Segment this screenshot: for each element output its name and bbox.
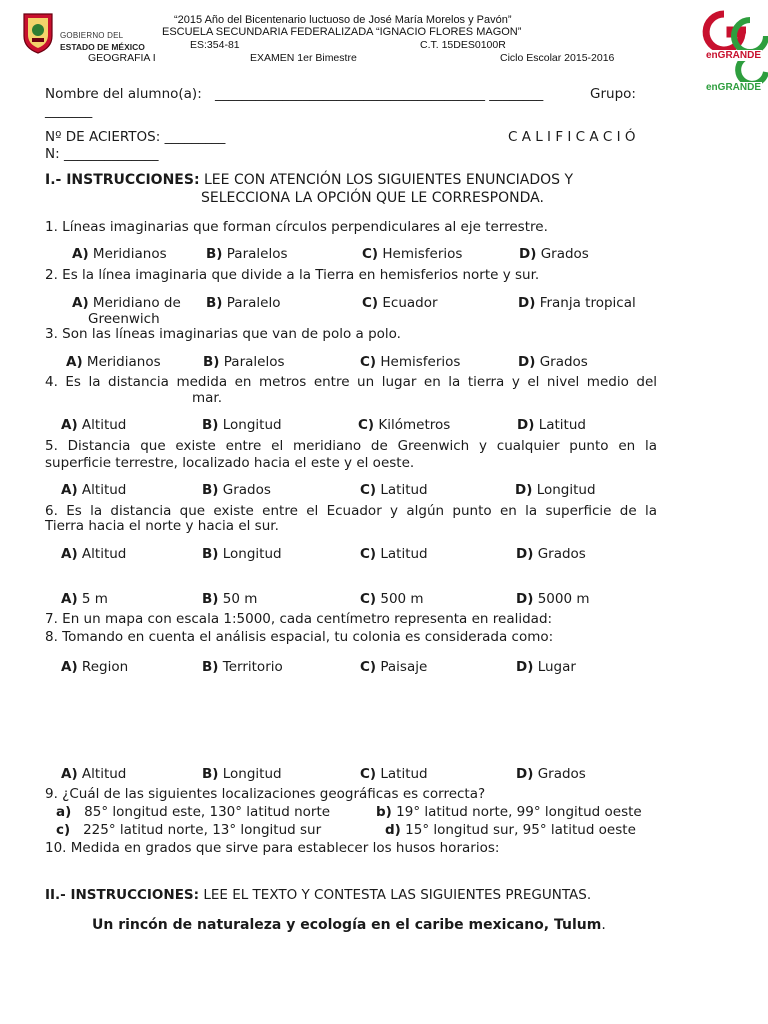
q5-option-d[interactable]: [515, 482, 596, 498]
q9-option-d-letter: d): [385, 822, 401, 838]
coat-of-arms-icon: [20, 10, 56, 54]
grade-field[interactable]: N: ______________: [45, 146, 159, 162]
q5-option-d-text: Longitud: [536, 482, 596, 498]
q6-option-b[interactable]: [202, 546, 282, 562]
header-subject: GEOGRAFIA I: [88, 52, 156, 64]
q2-option-c[interactable]: [362, 295, 438, 311]
q7-option-c-text: 500 m: [380, 591, 424, 607]
q6-option-d[interactable]: [516, 546, 586, 562]
q7-option-b[interactable]: [202, 591, 257, 607]
question-4: 4. Es la distancia medida en metros entre un lugar en la tierra y el nivel medio del: [45, 374, 657, 390]
question-6: 6. Es la distancia que existe entre el Ecuador y algún punto en la superficie de la: [45, 503, 657, 519]
q10-option-d-text: Grados: [537, 766, 586, 782]
gobierno-logo-line1: GOBIERNO DEL: [60, 31, 124, 40]
q2-option-a-cont: Greenwich: [88, 311, 160, 327]
q4-option-d-text: Latitud: [538, 417, 586, 433]
q8-option-d-text: Lugar: [537, 659, 576, 675]
q5-option-c[interactable]: [360, 482, 428, 498]
group-label: Grupo:: [590, 86, 636, 102]
q10-option-c[interactable]: [360, 766, 428, 782]
header-exam: EXAMEN 1er Bimestre: [250, 52, 357, 64]
q1-option-c-letter: C): [362, 246, 379, 262]
q1-option-b[interactable]: [206, 246, 288, 262]
question-1: 1. Líneas imaginarias que forman círculos perpendiculares al eje terrestre.: [45, 219, 548, 235]
q8-option-c-letter: C): [360, 659, 377, 675]
gobierno-logo-line2: ESTADO DE MÉXICO: [60, 42, 145, 52]
q10-option-d-letter: D): [516, 766, 534, 782]
section1-text1: LEE CON ATENCIÓN LOS SIGUIENTES ENUNCIADOS Y: [204, 172, 574, 188]
q4-option-a[interactable]: [61, 417, 126, 433]
q10-option-b[interactable]: [202, 766, 282, 782]
q2-option-a-letter: A): [72, 295, 89, 311]
q7-option-c[interactable]: [360, 591, 424, 607]
reading-title-text: Un rincón de naturaleza y ecología en el caribe mexicano, Tulum: [92, 917, 602, 933]
q8-option-d[interactable]: [516, 659, 576, 675]
q4-option-c-text: Kilómetros: [378, 417, 451, 433]
q3-option-a-letter: A): [66, 354, 83, 370]
engrande-text-1: enGRANDE: [706, 50, 762, 61]
q2-option-a-text: Meridiano de: [92, 295, 181, 311]
q9-option-d[interactable]: [385, 822, 636, 838]
student-name-label: Nombre del alumno(a):: [45, 86, 202, 102]
q1-option-d-text: Grados: [540, 246, 589, 262]
q4-option-d[interactable]: [517, 417, 586, 433]
q7-option-d[interactable]: [516, 591, 590, 607]
grade-label: C A L I F I C A C I Ó: [508, 129, 636, 145]
student-name-field[interactable]: ________________________________________ ________: [215, 86, 544, 102]
q6-option-a-letter: A): [61, 546, 78, 562]
q9-option-c-text: 225° latitud norte, 13° longitud sur: [83, 822, 322, 838]
q9-option-c[interactable]: [56, 822, 321, 838]
question-3: 3. Son las líneas imaginarias que van de polo a polo.: [45, 326, 401, 342]
q5-option-b-text: Grados: [222, 482, 271, 498]
q8-option-c[interactable]: [360, 659, 427, 675]
header-motto: “2015 Año del Bicentenario luctuoso de José María Morelos y Pavón”: [174, 14, 512, 26]
q5-option-c-text: Latitud: [380, 482, 428, 498]
q10-option-b-letter: B): [202, 766, 219, 782]
q3-option-b[interactable]: [203, 354, 285, 370]
q1-option-b-letter: B): [206, 246, 223, 262]
reading-title-dot: .: [601, 917, 606, 933]
q9-option-d-text: 15° longitud sur, 95° latitud oeste: [405, 822, 636, 838]
question-2: 2. Es la línea imaginaria que divide a la Tierra en hemisferios norte y sur.: [45, 267, 540, 283]
q2-option-b-letter: B): [206, 295, 223, 311]
q6-option-c-text: Latitud: [380, 546, 428, 562]
q1-option-a-text: Meridianos: [92, 246, 167, 262]
question-4-cont: mar.: [192, 390, 223, 406]
q5-option-c-letter: C): [360, 482, 377, 498]
question-7: 7. En un mapa con escala 1:5000, cada centímetro representa en realidad:: [45, 611, 553, 627]
q10-option-a-letter: A): [61, 766, 78, 782]
q9-option-a[interactable]: [56, 804, 330, 820]
q10-option-a-text: Altitud: [81, 766, 127, 782]
group-field[interactable]: _______: [45, 103, 93, 119]
header-ct: C.T. 15DES0100R: [420, 39, 506, 51]
q2-option-b-text: Paralelo: [226, 295, 281, 311]
q7-option-b-text: 50 m: [222, 591, 258, 607]
q3-option-d-text: Grados: [539, 354, 588, 370]
q5-option-a[interactable]: [61, 482, 126, 498]
q3-option-a-text: Meridianos: [86, 354, 161, 370]
q5-option-b[interactable]: [202, 482, 271, 498]
q1-option-c-text: Hemisferios: [382, 246, 463, 262]
header-school: ESCUELA SECUNDARIA FEDERALIZADA “IGNACIO FLORES MAGON”: [162, 26, 522, 38]
q9-option-a-letter: a): [56, 804, 72, 820]
q9-option-c-letter: c): [56, 822, 71, 838]
q9-option-b-letter: b): [376, 804, 392, 820]
q8-option-d-letter: D): [516, 659, 534, 675]
q4-option-b[interactable]: [202, 417, 282, 433]
section1-text2: SELECCIONA LA OPCIÓN QUE LE CORRESPONDA.: [201, 190, 544, 206]
q8-option-a[interactable]: [61, 659, 128, 675]
q6-option-b-letter: B): [202, 546, 219, 562]
header-cycle: Ciclo Escolar 2015-2016: [500, 52, 615, 64]
q1-option-d-letter: D): [519, 246, 537, 262]
q10-option-d[interactable]: [516, 766, 586, 782]
q5-option-b-letter: B): [202, 482, 219, 498]
q8-option-b-text: Territorio: [222, 659, 283, 675]
q7-option-c-letter: C): [360, 591, 377, 607]
q3-option-a[interactable]: [66, 354, 161, 370]
q6-option-a-text: Altitud: [81, 546, 127, 562]
q4-option-a-letter: A): [61, 417, 78, 433]
q4-option-b-text: Longitud: [222, 417, 282, 433]
q2-option-c-letter: C): [362, 295, 379, 311]
q2-option-b[interactable]: [206, 295, 280, 311]
question-9: 9. ¿Cuál de las siguientes localizaciones geográficas es correcta?: [45, 786, 486, 802]
q3-option-d-letter: D): [518, 354, 536, 370]
q8-option-b-letter: B): [202, 659, 219, 675]
q9-option-b[interactable]: [376, 804, 642, 820]
q1-option-b-text: Paralelos: [226, 246, 288, 262]
question-5: 5. Distancia que existe entre el meridiano de Greenwich y cualquier punto en la: [45, 438, 657, 454]
q2-option-d-letter: D): [518, 295, 536, 311]
q6-option-d-letter: D): [516, 546, 534, 562]
q8-option-a-text: Region: [81, 659, 129, 675]
q2-option-d-text: Franja tropical: [539, 295, 636, 311]
q4-option-c[interactable]: [358, 417, 450, 433]
q7-option-a-text: 5 m: [81, 591, 108, 607]
q6-option-d-text: Grados: [537, 546, 586, 562]
q2-option-c-text: Ecuador: [382, 295, 438, 311]
q10-option-c-letter: C): [360, 766, 377, 782]
q5-option-a-text: Altitud: [81, 482, 127, 498]
q6-option-c[interactable]: [360, 546, 428, 562]
question-10: 10. Medida en grados que sirve para establecer los husos horarios:: [45, 840, 500, 856]
hits-label: Nº DE ACIERTOS: _________: [45, 129, 226, 145]
gobierno-logo: [20, 10, 160, 56]
section2-text: LEE EL TEXTO Y CONTESTA LAS SIGUIENTES PREGUNTAS.: [203, 887, 592, 903]
q9-option-a-text: 85° longitud este, 130° latitud norte: [84, 804, 331, 820]
q8-option-a-letter: A): [61, 659, 78, 675]
q3-option-c-letter: C): [360, 354, 377, 370]
q10-option-c-text: Latitud: [380, 766, 428, 782]
q8-option-b[interactable]: [202, 659, 283, 675]
q1-option-c[interactable]: [362, 246, 462, 262]
question-5-cont: superficie terrestre, localizado hacia el este y el oeste.: [45, 455, 415, 471]
q4-option-d-letter: D): [517, 417, 535, 433]
q9-option-b-text: 19° latitud norte, 99° longitud oeste: [396, 804, 642, 820]
section2-instructions: [45, 887, 591, 903]
q5-option-a-letter: A): [61, 482, 78, 498]
q1-option-d[interactable]: [519, 246, 589, 262]
question-6-cont: Tierra hacia el norte y hacia el sur.: [45, 518, 279, 534]
q3-option-d[interactable]: [518, 354, 588, 370]
q2-option-d[interactable]: [518, 295, 636, 311]
q5-option-d-letter: D): [515, 482, 533, 498]
q7-option-b-letter: B): [202, 591, 219, 607]
q1-option-a-letter: A): [72, 246, 89, 262]
question-8: 8. Tomando en cuenta el análisis espacial, tu colonia es considerada como:: [45, 629, 554, 645]
q3-option-c-text: Hemisferios: [380, 354, 461, 370]
section2-label: II.- INSTRUCCIONES:: [45, 887, 200, 903]
q7-option-d-text: 5000 m: [537, 591, 590, 607]
q8-option-c-text: Paisaje: [380, 659, 428, 675]
q3-option-c[interactable]: [360, 354, 460, 370]
q7-option-d-letter: D): [516, 591, 534, 607]
q7-option-a[interactable]: [61, 591, 108, 607]
q2-option-a[interactable]: [72, 295, 181, 311]
engrande-text-2: enGRANDE: [706, 82, 762, 93]
q4-option-a-text: Altitud: [81, 417, 127, 433]
engrande-logo: [690, 10, 768, 94]
section1-label: I.- INSTRUCCIONES:: [45, 172, 200, 188]
q7-option-a-letter: A): [61, 591, 78, 607]
q6-option-c-letter: C): [360, 546, 377, 562]
q10-option-b-text: Longitud: [222, 766, 282, 782]
q10-option-a[interactable]: [61, 766, 126, 782]
q4-option-c-letter: C): [358, 417, 375, 433]
q4-option-b-letter: B): [202, 417, 219, 433]
q3-option-b-letter: B): [203, 354, 220, 370]
q1-option-a[interactable]: [72, 246, 167, 262]
header-es: ES:354-81: [190, 39, 240, 51]
reading-title: [92, 917, 606, 933]
q6-option-b-text: Longitud: [222, 546, 282, 562]
section1-instructions: [45, 172, 573, 188]
q3-option-b-text: Paralelos: [223, 354, 285, 370]
q6-option-a[interactable]: [61, 546, 126, 562]
